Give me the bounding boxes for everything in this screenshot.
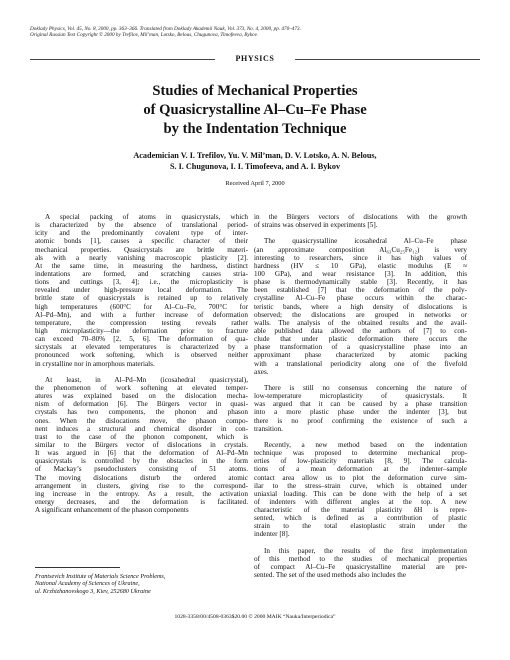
text-line: transition.: [254, 424, 283, 433]
text-line: A significant enhancement of the phason components: [35, 506, 189, 515]
paragraph-gap: [254, 433, 467, 441]
affiliation-line: Frantsevich Institute of Materials Science Problems,: [35, 573, 166, 580]
text-line: phase transformation of a quasicrystalline phase into an: [254, 343, 467, 352]
text-line: crystalline Al–Cu–Fe phase occurs within the charac-: [254, 294, 467, 303]
text-line: characteristic of the material plasticity δH is repre-: [254, 506, 467, 515]
text-line: interesting to researchers, since it has high values of: [254, 253, 467, 262]
text-line: in the Bürgers vectors of dislocations with the growth: [254, 213, 467, 221]
text-line: was argued that it can be caused by a phase transition: [254, 400, 467, 409]
affiliation-footnote: [35, 573, 248, 595]
text-line: contact area allow us to plot the deformation curve sim-: [254, 473, 467, 482]
text-line: there is no proof confirming the existence of such a: [254, 416, 467, 425]
paragraph-gap: [254, 229, 467, 237]
text-line: the phenomenon of work softening at elevated temper-: [35, 383, 248, 392]
text-line: strain to the total elastoplastic strain under the: [254, 522, 467, 531]
page-footer: 1028-3358/00/4508-0363$20.00 © 2000 MAIK “Nauka/Interperiodica”: [174, 614, 336, 620]
text-line: uniaxial loading. This can be done with the help of a set: [254, 489, 467, 498]
text-line: quasicrystals is controlled by the obstacles in the form: [35, 457, 248, 466]
text-line: high microplasticity—the deformation prior to fracture: [35, 326, 248, 335]
text-line: trast to the case of the phonon component, which is: [35, 432, 248, 441]
text-line: axes.: [254, 367, 269, 376]
body-column-right: [254, 213, 467, 579]
text-line: sented. The set of the used methods also includes the: [254, 571, 406, 580]
text-line: approximant phase characterized by atomic packing: [254, 351, 467, 360]
text-line: in crystalline nor in amorphous materials.: [35, 359, 155, 368]
received-date: Received April 7, 2000: [225, 180, 285, 187]
section-rule-right: [295, 59, 480, 60]
title-line: Studies of Mechanical Properties: [152, 83, 358, 99]
text-line: erties of low-plasticity materials [8, 9]. The calcula-: [254, 457, 467, 466]
text-line: with a translational periodicity along one of the fivefold: [254, 359, 467, 368]
text-line: hardness (HV ≤ 10 GPa), elastic modulus (E ≈: [254, 261, 467, 270]
text-line: Al–Pd–Mn), and with a further increase of deformation: [35, 310, 248, 319]
article-title: [40, 82, 470, 139]
author-line: Academician V. I. Trefilov, Yu. V. Mil’man, D. V. Lotsko, A. N. Belous,: [133, 151, 377, 160]
text-line: sented, which is defined as a contribution of plastic: [254, 514, 467, 523]
text-line: mechanical properties. Quasicrystals are brittle materi-: [35, 245, 248, 254]
text-line: There is still no consensus concerning the nature of: [264, 383, 467, 392]
text-line: similar to the Bürgers vector of dislocations in crystals.: [35, 440, 248, 449]
footnote-divider: [35, 567, 120, 568]
text-line: A special packing of atoms in quasicrystals, which: [45, 213, 248, 221]
text-line: It was argued in [6] that the deformation of Al–Pd–Mn: [35, 449, 248, 458]
text-line: technique was proposed to determine mechanical prop-: [254, 449, 467, 458]
affiliation-line: National Academy of Sciences of Ukraine,: [35, 580, 140, 588]
text-line: high temperatures (600°C for Al–Cu–Fe, 700°C for: [35, 302, 248, 311]
affiliation-line: ul. Krzhizhanovskogo 3, Kiev, 252680 Ukraine: [35, 587, 151, 595]
text-line: ilar to the stress–strain curve, which is obtained under: [254, 481, 467, 490]
text-line: of this method to the studies of mechanical properties: [254, 554, 467, 563]
text-line: At least, in Al–Pd–Mn (icosahedral quasicrystal),: [45, 375, 248, 384]
text-line: energy decreases, and the deformation is facilitated.: [35, 497, 248, 506]
text-line: atomic bonds [1], causes a specific character of their: [35, 237, 248, 246]
text-line: The quasicrystalline icosahedral Al–Cu–Fe phase: [264, 237, 467, 246]
text-line: is characterized by the absence of translational period-: [35, 221, 248, 230]
text-line: atures was explained based on the dislocation mecha-: [35, 392, 248, 401]
text-line: ones. When the dislocations move, the phason compo-: [35, 416, 248, 425]
title-line: of Quasicrystalline Al–Cu–Fe Phase: [143, 102, 367, 118]
text-line: of strains was observed in experiments [5].: [254, 221, 378, 230]
copyright-line: Original Russian Text Copyright © 2000 by Trefilov, Mil’man, Lotsko, Belous, Chugunova, Timofeeva, Bykov.: [30, 32, 258, 39]
text-line: revealed under high-pressure local deformation. The: [35, 286, 248, 295]
text-line: tions of a mean deformation at the indenter–sample: [254, 465, 467, 474]
text-line: indenter [8].: [254, 530, 290, 539]
text-line: walls. The analysis of the obtained results and the avail-: [254, 318, 467, 327]
text-line: ing increase in the entropy. As a result, the activation: [35, 489, 248, 498]
section-label: PHYSICS: [235, 54, 275, 63]
journal-header: [30, 26, 480, 39]
text-line: arrangement in clusters, giving rise to the correspond-: [35, 481, 248, 490]
section-bar: [30, 55, 480, 63]
text-line: icity and the predominantly covalent type of inter-: [35, 229, 248, 238]
text-line: 100 GPa), and wear resistance [3]. In addition, this: [254, 269, 467, 278]
author-list: [40, 150, 470, 173]
text-line: clude that under plastic deformation there occurs the: [254, 335, 467, 344]
text-line: Recently, a new method based on the indentation: [264, 440, 467, 449]
text-line: als with a nearly vanishing macroscopic plasticity [2].: [35, 253, 248, 262]
text-line: indentations are formed, and scratching causes stria-: [35, 269, 248, 278]
body-column-left: [35, 213, 248, 514]
text-line: The moving dislocations disturb the ordered atomic: [35, 473, 248, 482]
text-line: pronounced work softening, which is observed neither: [35, 351, 248, 360]
text-line: (an approximate composition Al₆₃Cu₂₅Fe₁₂) is very: [254, 245, 467, 254]
text-line: In this paper, the results of the first implementation: [264, 546, 467, 555]
section-rule-left: [30, 59, 215, 60]
paragraph-gap: [254, 376, 467, 384]
text-line: low-temperature microplasticity of quasicrystals. It: [254, 392, 467, 401]
text-line: teristic bands, where a high density of dislocations is: [254, 302, 467, 311]
journal-citation: Doklady Physics, Vol. 45, No. 8, 2000, pp. 363–366. Translated from Doklady Akademii Nauk, Vol. 373, No. 4, 2000, pp. 470–473.: [30, 26, 301, 32]
text-line: tions and cuttings [3, 4]; i.e., the microplasticity is: [35, 278, 248, 287]
text-line: At the same time, in measuring the hardness, distinct: [35, 261, 248, 270]
text-line: crystals has two components, the phonon and phason: [35, 408, 248, 417]
author-line: S. I. Chugunova, I. I. Timofeeva, and A. I. Bykov: [169, 162, 341, 172]
text-line: brittle state of quasicrystals is retained up to relatively: [35, 294, 248, 303]
text-line: of indenters with different angles at the top. A new: [254, 497, 467, 506]
text-line: been established [7] that the deformation of the poly-: [254, 286, 467, 295]
text-line: able published data allowed the authors of [7] to con-: [254, 326, 467, 335]
text-line: nent induces a structural and chemical disorder in con-: [35, 424, 248, 433]
text-line: phase is thermodynamically stable [3]. Recently, it has: [254, 278, 467, 287]
text-line: into a more plastic phase under the indenter [3], but: [254, 408, 467, 417]
paragraph-gap: [35, 368, 248, 376]
text-line: temperature, the compression testing reveals rather: [35, 318, 248, 327]
text-line: of compact Al–Cu–Fe quasicrystalline material are pre-: [254, 563, 467, 572]
text-line: sicrystals at elevated temperatures is characterized by a: [35, 343, 248, 352]
text-line: observed; the dislocations are grouped in networks or: [254, 310, 467, 319]
text-line: of Mackay’s pseudoclusters consisting of 51 atoms.: [35, 465, 248, 474]
text-line: nism of deformation [6]. The Bürgers vector in quasi-: [35, 400, 248, 409]
paragraph-gap: [254, 539, 467, 547]
title-line: by the Indentation Technique: [163, 121, 347, 137]
text-line: can exceed 70–80% [2, 5, 6]. The deformation of qua-: [35, 335, 248, 344]
